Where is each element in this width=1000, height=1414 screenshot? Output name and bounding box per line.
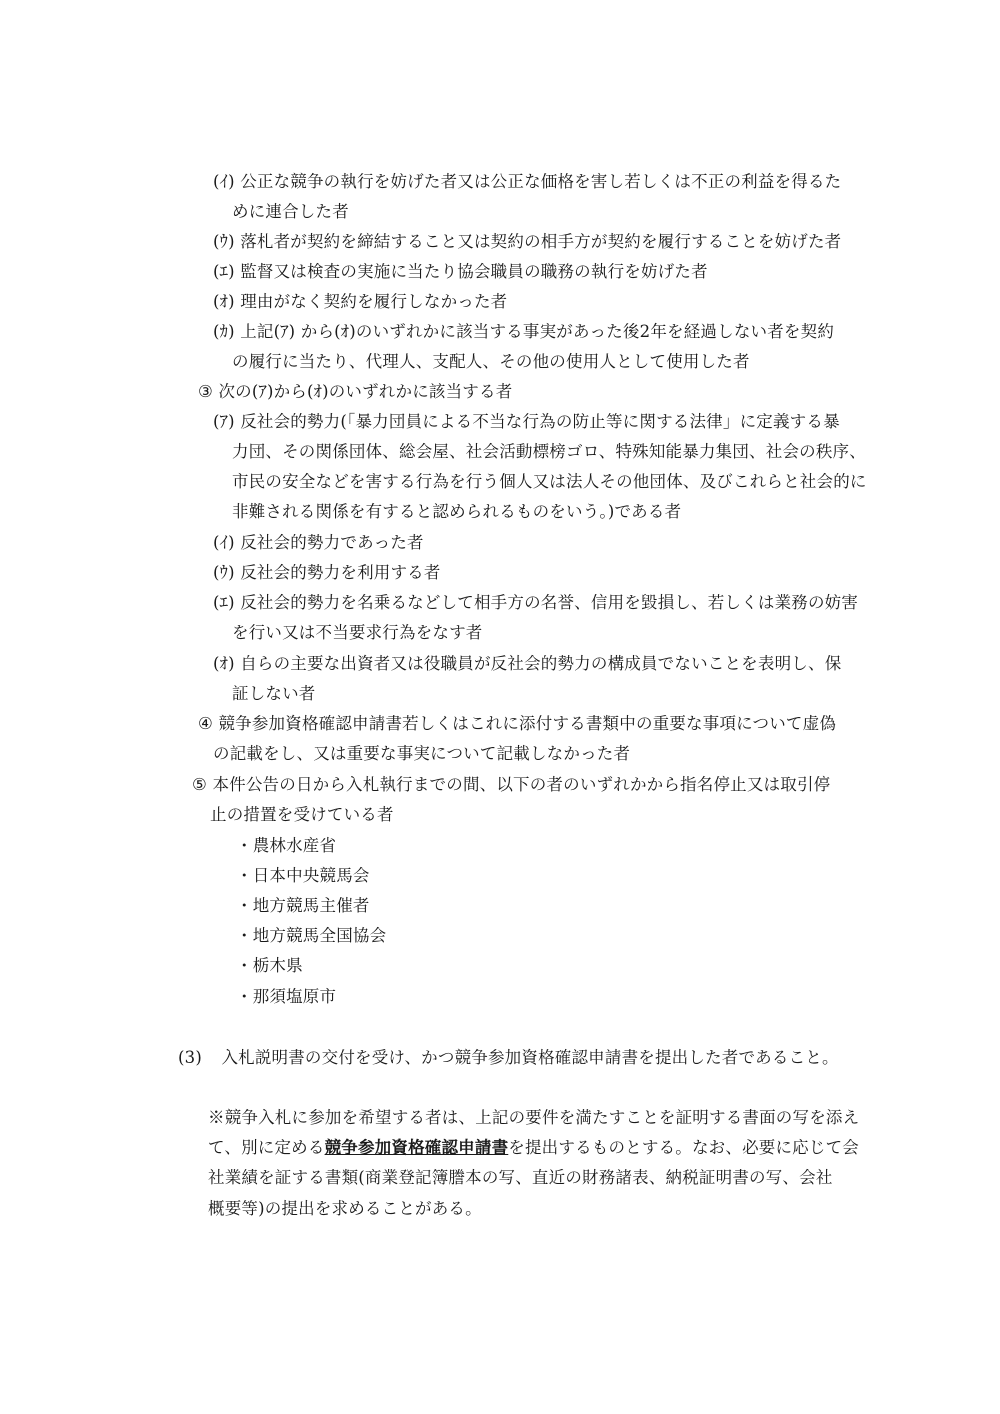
section4-line1 — [198, 714, 836, 734]
item-o-text: 理由がなく契約を履行しなかった者 — [240, 292, 508, 311]
s3-item-o-line1 — [213, 654, 841, 674]
section4-marker: ④ — [198, 714, 213, 733]
s3-item-o-marker: (ｵ) — [213, 654, 235, 673]
s3-item-i-marker: (ｲ) — [213, 533, 235, 552]
section5-line2: 止の措置を受けている者 — [210, 805, 394, 824]
section5-text: 本件公告の日から入札執行までの間、以下の者のいずれかから指名停止又は取引停 — [212, 775, 831, 794]
list-item: ・地方競馬主催者 — [236, 896, 370, 915]
item-e-marker: (ｴ) — [213, 262, 235, 281]
s3-item-e-line1 — [213, 593, 858, 613]
item-ka-marker: (ｶ) — [213, 322, 235, 341]
list-item: ・農林水産省 — [236, 836, 337, 855]
section5-line1 — [192, 775, 830, 795]
list-item: ・日本中央競馬会 — [236, 866, 370, 885]
item-e-text: 監督又は検査の実施に当たり協会職員の職務の執行を妨げた者 — [240, 262, 708, 281]
note-line1: ※競争入札に参加を希望する者は、上記の要件を満たすことを証明する書面の写を添え — [208, 1108, 860, 1127]
section3-heading — [198, 382, 512, 402]
s3-item-o-text: 自らの主要な出資者又は役職員が反社会的勢力の構成員でないことを表明し、保 — [240, 654, 842, 673]
s3-item-u-marker: (ｳ) — [213, 563, 235, 582]
list-item: ・地方競馬全国協会 — [236, 926, 387, 945]
s3-item-o-line2: 証しない者 — [232, 684, 316, 703]
s3-item-a-line4: 非難される関係を有すると認められるものをいう。)である者 — [232, 502, 682, 521]
clause3-line — [178, 1048, 839, 1068]
s3-item-e-text: 反社会的勢力を名乗るなどして相手方の名誉、信用を毀損し、若しくは業務の妨害 — [240, 593, 859, 612]
note-line4: 概要等)の提出を求めることがある。 — [208, 1199, 482, 1218]
s3-item-a-marker: (ｱ) — [213, 412, 235, 431]
s3-item-u-line1 — [213, 563, 441, 583]
item-u-line1 — [213, 232, 841, 252]
item-i-line1 — [213, 172, 841, 192]
clause3-marker: (3) — [178, 1048, 202, 1067]
list-item: ・栃木県 — [236, 956, 303, 975]
section3-marker: ③ — [198, 382, 213, 401]
note-line2 — [208, 1138, 859, 1158]
s3-item-a-line3: 市民の安全などを害する行為を行う個人又は法人その他団体、及びこれらと社会的に — [232, 472, 867, 491]
item-i-text: 公正な競争の執行を妨げた者又は公正な価格を害し若しくは不正の利益を得るた — [240, 172, 842, 191]
item-i-line2: めに連合した者 — [232, 202, 349, 221]
item-ka-line1 — [213, 322, 834, 342]
item-u-text: 落札者が契約を締結すること又は契約の相手方が契約を履行することを妨げた者 — [240, 232, 842, 251]
note-line2-after: を提出するものとする。なお、必要に応じて会 — [508, 1138, 859, 1157]
application-form-emphasis: 競争参加資格確認申請書 — [324, 1138, 509, 1157]
item-u-marker: (ｳ) — [213, 232, 235, 251]
note-line3: 社業績を証する書類(商業登記簿謄本の写、直近の財務諸表、納税証明書の写、会社 — [208, 1168, 833, 1187]
item-e-line1 — [213, 262, 708, 282]
list-item: ・那須塩原市 — [236, 987, 337, 1006]
s3-item-i-text: 反社会的勢力であった者 — [240, 533, 424, 552]
section4-text: 競争参加資格確認申請書若しくはこれに添付する書類中の重要な事項について虚偽 — [218, 714, 837, 733]
item-o-line1 — [213, 292, 507, 312]
item-ka-line2: の履行に当たり、代理人、支配人、その他の使用人として使用した者 — [232, 352, 750, 371]
item-ka-text: 上記(ｱ) から(ｵ)のいずれかに該当する事実があった後2年を経過しない者を契約 — [240, 322, 835, 341]
s3-item-a-line1 — [213, 412, 840, 432]
clause3-text: 入札説明書の交付を受け、かつ競争参加資格確認申請書を提出した者であること。 — [221, 1048, 839, 1067]
s3-item-u-text: 反社会的勢力を利用する者 — [240, 563, 441, 582]
item-o-marker: (ｵ) — [213, 292, 235, 311]
s3-item-i-line1 — [213, 533, 424, 553]
s3-item-e-marker: (ｴ) — [213, 593, 235, 612]
section3-title: 次の(ｱ)から(ｵ)のいずれかに該当する者 — [218, 382, 513, 401]
s3-item-a-text: 反社会的勢力(「暴力団員による不当な行為の防止等に関する法律」に定義する暴 — [240, 412, 840, 431]
section5-marker: ⑤ — [192, 775, 207, 794]
s3-item-e-line2: を行い又は不当要求行為をなす者 — [232, 623, 483, 642]
item-i-marker: (ｲ) — [213, 172, 235, 191]
section4-line2: の記載をし、又は重要な事実について記載しなかった者 — [213, 744, 631, 763]
s3-item-a-line2: 力団、その関係団体、総会屋、社会活動標榜ゴロ、特殊知能暴力集団、社会の秩序、 — [232, 442, 866, 461]
note-line2-before: て、別に定める — [208, 1138, 325, 1157]
